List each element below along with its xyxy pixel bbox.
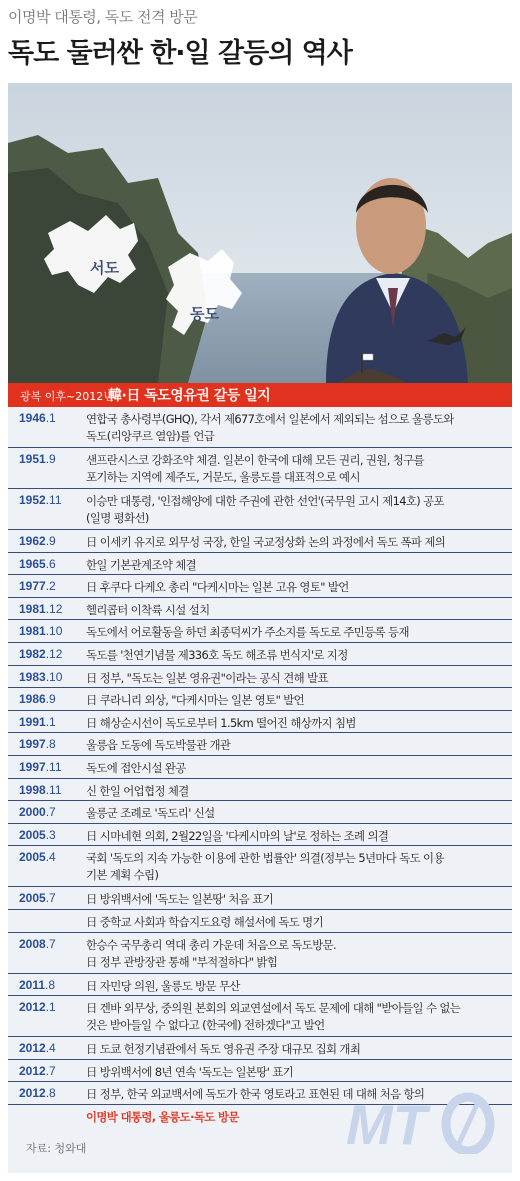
timeline-row bbox=[8, 711, 512, 734]
timeline-event: 울릉군 조례로 '독도리' 신설 bbox=[86, 806, 215, 821]
timeline-year bbox=[8, 733, 86, 755]
source-credit: 자료: 청와대 bbox=[26, 1142, 87, 1155]
timeline-year-number: 2012 bbox=[19, 1041, 46, 1056]
timeline-year-number: 2008 bbox=[19, 936, 46, 951]
timeline-row bbox=[8, 910, 512, 933]
timeline-month: .9 bbox=[45, 452, 56, 466]
timeline-row bbox=[8, 779, 512, 802]
timeline-year-number: 1981 bbox=[19, 601, 46, 616]
timeline-row bbox=[8, 846, 512, 887]
timeline-month: .9 bbox=[45, 692, 56, 707]
timeline-row bbox=[8, 489, 512, 530]
timeline-event: 日 쿠라니리 외상, "다케시마는 일본 영토" 발언 bbox=[86, 693, 305, 708]
timeline-month: .1 bbox=[45, 714, 56, 729]
timeline-year bbox=[8, 643, 86, 665]
timeline-month: .6 bbox=[45, 556, 56, 571]
timeline-year bbox=[8, 779, 86, 801]
timeline-row bbox=[8, 575, 512, 598]
timeline-year bbox=[8, 666, 86, 688]
timeline-year bbox=[8, 887, 86, 909]
timeline-year-number: 1991 bbox=[19, 714, 46, 729]
timeline-event: 독도에 접안시설 완공 bbox=[86, 760, 186, 775]
timeline-year-number: 1962 bbox=[19, 534, 46, 548]
timeline-year bbox=[8, 756, 86, 778]
timeline-row bbox=[8, 407, 512, 448]
timeline-event: 국회 '독도의 지속 가능한 이용에 관한 법률안' 의결(정부는 5년마다 독도 이용 기본 계획 수립) bbox=[86, 851, 444, 883]
hero-image bbox=[8, 83, 512, 383]
mt-logo-text: MT bbox=[346, 1093, 427, 1154]
timeline-year-number: 1951 bbox=[19, 452, 46, 466]
timeline-row bbox=[8, 598, 512, 621]
timeline-event: 이승만 대통령, '인접해양에 대한 주권에 관한 선언'(국무원 고시 제14호) 공포 (일명 평화선) bbox=[86, 494, 444, 525]
timeline-year-number: 1982 bbox=[19, 646, 46, 661]
timeline-row bbox=[8, 1037, 512, 1060]
timeline-year bbox=[8, 407, 86, 447]
timeline-event: 연합국 총사령부(GHQ), 각서 제677호에서 일본에서 제외되는 섬으로 울릉도와 독도(리앙쿠르 열암)를 언급 bbox=[86, 412, 454, 443]
timeline-year-number: 1965 bbox=[19, 556, 46, 571]
timeline-year bbox=[8, 620, 86, 642]
timeline-year bbox=[8, 489, 86, 529]
timeline-year-number: 2000 bbox=[19, 805, 46, 820]
timeline-year bbox=[8, 448, 86, 488]
timeline-year bbox=[8, 910, 86, 932]
timeline-year bbox=[8, 824, 86, 846]
timeline-year-number: 1997 bbox=[19, 759, 46, 774]
timeline-event: 日 겐바 외무상, 중의원 본회의 외교연설에서 독도 문제에 대해 "받아들일 수 없는 것은 받아들일 수 없다고 (한국에) 전하겠다"고 발언 bbox=[86, 1001, 461, 1033]
timeline-final-event: 이명박 대통령, 울릉도·독도 방문 bbox=[86, 1109, 239, 1124]
timeline-month: .12 bbox=[45, 646, 63, 661]
timeline-month: .1 bbox=[45, 1000, 56, 1015]
timeline-event: 헬리콥터 이착륙 시설 설치 bbox=[86, 602, 210, 617]
timeline-row bbox=[8, 530, 512, 553]
page-title: 독도 둘러싼 한·일 갈등의 역사 bbox=[8, 38, 352, 69]
timeline-event: 日 방위백서에 8년 연속 '독도는 일본땅' 표기 bbox=[86, 1064, 294, 1079]
timeline-row bbox=[8, 974, 512, 997]
timeline-row bbox=[8, 553, 512, 576]
timeline-year-number: 2012 bbox=[19, 1086, 46, 1101]
timeline-year-empty bbox=[8, 1105, 86, 1129]
timeline-month: .10 bbox=[45, 669, 63, 684]
timeline-month: .9 bbox=[45, 534, 56, 548]
timeline-row bbox=[8, 448, 512, 489]
timeline-event: 日 도쿄 헌정기념관에서 독도 영유권 주장 대규모 집회 개최 bbox=[86, 1042, 361, 1057]
timeline-event: 日 중학교 사회과 학습지도요령 해설서에 독도 명기 bbox=[86, 914, 323, 929]
timeline-row bbox=[8, 643, 512, 666]
timeline-year-number: 2012 bbox=[19, 1000, 46, 1015]
label-west-island: 서도 bbox=[90, 259, 119, 277]
timeline-event: 울릉읍 도동에 독도박물관 개관 bbox=[86, 738, 231, 753]
timeline-month: .7 bbox=[45, 805, 56, 820]
timeline-month: .11 bbox=[45, 493, 62, 507]
timeline-event: 日 이세키 유지로 외무성 국장, 한일 국교정상화 논의 과정에서 독도 폭파 제의 bbox=[86, 535, 446, 549]
timeline-year-number: 1977 bbox=[19, 579, 46, 594]
timeline-year bbox=[8, 996, 86, 1036]
timeline-row bbox=[8, 801, 512, 824]
timeline-event: 신 한일 어업협정 체결 bbox=[86, 783, 189, 798]
timeline-event: 日 자민당 의원, 울릉도 방문 무산 bbox=[86, 978, 240, 993]
timeline-year-number: 1946 bbox=[19, 411, 46, 425]
timeline-row bbox=[8, 756, 512, 779]
label-east-island: 동도 bbox=[190, 305, 219, 323]
timeline-month: .4 bbox=[45, 1041, 56, 1056]
timeline-month: .10 bbox=[45, 624, 63, 639]
timeline-period: 광복 이후~2012년 bbox=[20, 390, 114, 403]
timeline-month: .8 bbox=[45, 1086, 56, 1101]
timeline-row bbox=[8, 1060, 512, 1083]
timeline-row bbox=[8, 996, 512, 1037]
timeline-year bbox=[8, 530, 86, 552]
timeline-month: .4 bbox=[45, 850, 56, 865]
timeline-list bbox=[8, 407, 512, 1129]
timeline-row bbox=[8, 688, 512, 711]
timeline-row bbox=[8, 733, 512, 756]
timeline-event: 샌프란시스코 강화조약 체결. 일본이 한국에 대해 모든 권리, 권원, 청구를 포기하는 지역에 제주도, 거문도, 울릉도를 대표적으로 예시 bbox=[86, 453, 424, 484]
timeline-event: 한승수 국무총리 역대 총리 가운데 처음으로 독도방문. 日 정부 관방장관 통해 "부적절하다" 밝힘 bbox=[86, 937, 337, 969]
timeline-row bbox=[8, 824, 512, 847]
timeline-month: .8 bbox=[45, 977, 56, 992]
timeline-year bbox=[8, 575, 86, 597]
timeline-year-number: 1983 bbox=[19, 669, 46, 684]
timeline-month: .7 bbox=[45, 891, 56, 906]
timeline-month: .3 bbox=[45, 827, 56, 842]
timeline-year-number: 1952 bbox=[19, 493, 46, 507]
timeline-event: 日 정부, 한국 외교백서에 독도가 한국 영토라고 표현된 데 대해 처음 항의 bbox=[86, 1087, 425, 1102]
timeline-year-number: 1997 bbox=[19, 737, 46, 752]
timeline-event: 日 정부, "독도는 일본 영유권"이라는 공식 견해 발표 bbox=[86, 670, 328, 685]
timeline-year-number: 1981 bbox=[19, 624, 46, 639]
timeline-month: .7 bbox=[45, 1063, 56, 1078]
timeline-year bbox=[8, 711, 86, 733]
timeline-year bbox=[8, 1037, 86, 1059]
timeline-month: .1 bbox=[45, 411, 56, 425]
timeline-year-number: 2005 bbox=[19, 850, 46, 865]
timeline-year bbox=[8, 933, 86, 973]
subtitle: 이명박 대통령, 독도 전격 방문 bbox=[8, 8, 198, 26]
header bbox=[0, 0, 520, 82]
timeline-row bbox=[8, 666, 512, 689]
timeline-year-number: 1986 bbox=[19, 692, 46, 707]
timeline-year bbox=[8, 801, 86, 823]
timeline-year bbox=[8, 688, 86, 710]
timeline-heading: 韓·日 독도영유권 갈등 일지 bbox=[108, 388, 271, 404]
timeline-year bbox=[8, 598, 86, 620]
timeline-month: .11 bbox=[45, 759, 62, 774]
timeline-event: 독도를 '천연기념물 제336호 독도 해조류 번식지'로 지정 bbox=[86, 647, 348, 662]
timeline-event: 한일 기본관계조약 체결 bbox=[86, 557, 197, 572]
timeline-month: .8 bbox=[45, 737, 56, 752]
timeline-year bbox=[8, 553, 86, 575]
timeline-event: 日 시마네현 의회, 2월22일을 '다케시마의 날'로 정하는 조례 의결 bbox=[86, 828, 389, 843]
timeline-month: .12 bbox=[45, 601, 63, 616]
timeline-row bbox=[8, 933, 512, 974]
timeline-month: .11 bbox=[45, 782, 62, 797]
timeline-year-number: 1998 bbox=[19, 782, 46, 797]
timeline-event: 日 후쿠다 다케오 총리 "다케시마는 일본 고유 영토" 발언 bbox=[86, 580, 349, 595]
timeline-year bbox=[8, 974, 86, 996]
timeline-row bbox=[8, 887, 512, 910]
timeline-month: .2 bbox=[45, 579, 56, 594]
timeline-year bbox=[8, 1060, 86, 1082]
timeline-event: 독도에서 어로활동을 하던 최종덕씨가 주소지를 독도로 주민등록 등재 bbox=[86, 625, 409, 640]
timeline-row bbox=[8, 620, 512, 643]
timeline-year bbox=[8, 846, 86, 886]
timeline-year-number: 2012 bbox=[19, 1063, 46, 1078]
timeline-year bbox=[8, 1082, 86, 1104]
timeline-event: 日 해상순시선이 독도로부터 1.5km 떨어진 해상까지 침범 bbox=[86, 715, 356, 730]
timeline-year-number: 2005 bbox=[19, 891, 46, 906]
timeline-event: 日 방위백서에 '독도는 일본땅' 처음 표기 bbox=[86, 892, 274, 907]
timeline-year-number: 2005 bbox=[19, 827, 46, 842]
timeline-month: .7 bbox=[45, 936, 56, 951]
mt-logo bbox=[346, 1090, 496, 1158]
timeline-year-number: 2011 bbox=[19, 977, 46, 992]
